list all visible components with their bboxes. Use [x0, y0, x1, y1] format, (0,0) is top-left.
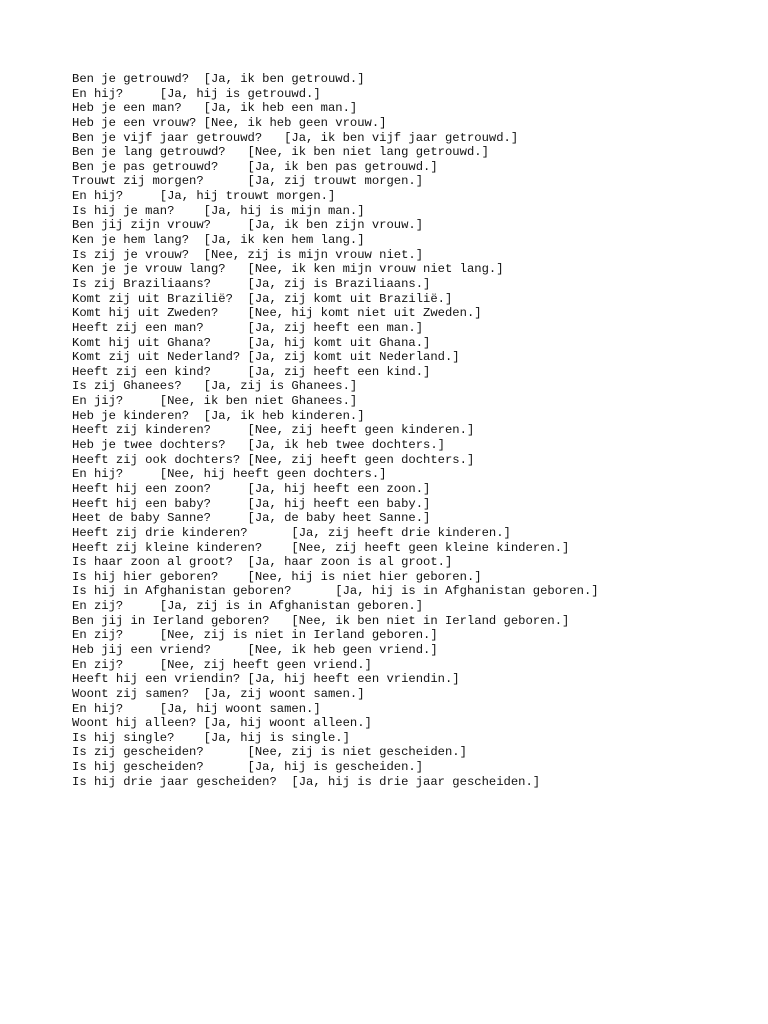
text-line: En zij? [Nee, zij is niet in Ierland geboren.]	[72, 628, 438, 643]
text-line: Ken je je vrouw lang? [Nee, ik ken mijn vrouw niet lang.]	[72, 262, 504, 277]
text-line: En hij? [Ja, hij trouwt morgen.]	[72, 189, 336, 204]
text-line: Heeft hij een zoon? [Ja, hij heeft een zoon.]	[72, 481, 431, 496]
text-line: Heeft hij een baby? [Ja, hij heeft een baby.]	[72, 496, 431, 511]
text-line: Heeft zij een man? [Ja, zij heeft een man.]	[72, 320, 424, 335]
text-line: Ben je vijf jaar getrouwd? [Ja, ik ben vijf jaar getrouwd.]	[72, 130, 519, 145]
text-line: Heeft zij kleine kinderen? [Nee, zij heeft geen kleine kinderen.]	[72, 540, 570, 555]
text-line: Is hij drie jaar gescheiden? [Ja, hij is drie jaar gescheiden.]	[72, 774, 541, 789]
text-line: En jij? [Nee, ik ben niet Ghanees.]	[72, 394, 358, 409]
text-line: Heeft zij een kind? [Ja, zij heeft een kind.]	[72, 364, 431, 379]
text-line: Woont zij samen? [Ja, zij woont samen.]	[72, 686, 365, 701]
text-line: Heeft zij drie kinderen? [Ja, zij heeft drie kinderen.]	[72, 525, 511, 540]
text-line: Is hij gescheiden? [Ja, hij is gescheiden.]	[72, 760, 424, 775]
qa-text-block	[72, 72, 599, 789]
text-line: En hij? [Ja, hij woont samen.]	[72, 701, 321, 716]
text-line: Ben jij in Ierland geboren? [Nee, ik ben niet in Ierland geboren.]	[72, 613, 570, 628]
text-line: En hij? [Ja, hij is getrouwd.]	[72, 86, 321, 101]
text-line: Trouwt zij morgen? [Ja, zij trouwt morgen.]	[72, 174, 424, 189]
text-line: Is hij hier geboren? [Nee, hij is niet hier geboren.]	[72, 569, 482, 584]
text-line: Heb je kinderen? [Ja, ik heb kinderen.]	[72, 408, 365, 423]
text-line: Is zij gescheiden? [Nee, zij is niet gescheiden.]	[72, 745, 467, 760]
text-line: Heb je een man? [Ja, ik heb een man.]	[72, 101, 358, 116]
text-line: Heb jij een vriend? [Nee, ik heb geen vriend.]	[72, 642, 438, 657]
text-line: Woont hij alleen? [Ja, hij woont alleen.]	[72, 716, 372, 731]
text-line: Heeft hij een vriendin? [Ja, hij heeft een vriendin.]	[72, 672, 460, 687]
text-line: Is zij je vrouw? [Nee, zij is mijn vrouw niet.]	[72, 247, 424, 262]
text-line: Ben je getrouwd? [Ja, ik ben getrouwd.]	[72, 72, 365, 86]
text-line: Komt hij uit Zweden? [Nee, hij komt niet uit Zweden.]	[72, 306, 482, 321]
text-line: Heeft zij kinderen? [Nee, zij heeft geen kinderen.]	[72, 423, 475, 438]
text-line: En hij? [Nee, hij heeft geen dochters.]	[72, 467, 387, 482]
text-line: Ben jij zijn vrouw? [Ja, ik ben zijn vrouw.]	[72, 218, 424, 233]
text-line: Ben je lang getrouwd? [Nee, ik ben niet lang getrouwd.]	[72, 145, 489, 160]
text-line: Ken je hem lang? [Ja, ik ken hem lang.]	[72, 233, 365, 248]
text-line: Heeft zij ook dochters? [Nee, zij heeft geen dochters.]	[72, 452, 475, 467]
text-line: Is hij in Afghanistan geboren? [Ja, hij is in Afghanistan geboren.]	[72, 584, 599, 599]
text-line: Is hij je man? [Ja, hij is mijn man.]	[72, 203, 365, 218]
text-line: Heet de baby Sanne? [Ja, de baby heet Sanne.]	[72, 511, 431, 526]
text-line: En zij? [Ja, zij is in Afghanistan geboren.]	[72, 599, 424, 614]
text-line: Komt hij uit Ghana? [Ja, hij komt uit Ghana.]	[72, 335, 431, 350]
text-line: En zij? [Nee, zij heeft geen vriend.]	[72, 657, 372, 672]
text-line: Komt zij uit Brazilië? [Ja, zij komt uit Brazilië.]	[72, 291, 453, 306]
text-line: Is zij Ghanees? [Ja, zij is Ghanees.]	[72, 379, 358, 394]
text-line: Heb je twee dochters? [Ja, ik heb twee dochters.]	[72, 438, 445, 453]
text-line: Heb je een vrouw? [Nee, ik heb geen vrouw.]	[72, 115, 387, 130]
text-line: Is hij single? [Ja, hij is single.]	[72, 730, 350, 745]
text-line: Komt zij uit Nederland? [Ja, zij komt uit Nederland.]	[72, 350, 460, 365]
text-line: Is haar zoon al groot? [Ja, haar zoon is al groot.]	[72, 555, 453, 570]
text-line: Ben je pas getrouwd? [Ja, ik ben pas getrouwd.]	[72, 159, 438, 174]
text-line: Is zij Braziliaans? [Ja, zij is Braziliaans.]	[72, 276, 431, 291]
